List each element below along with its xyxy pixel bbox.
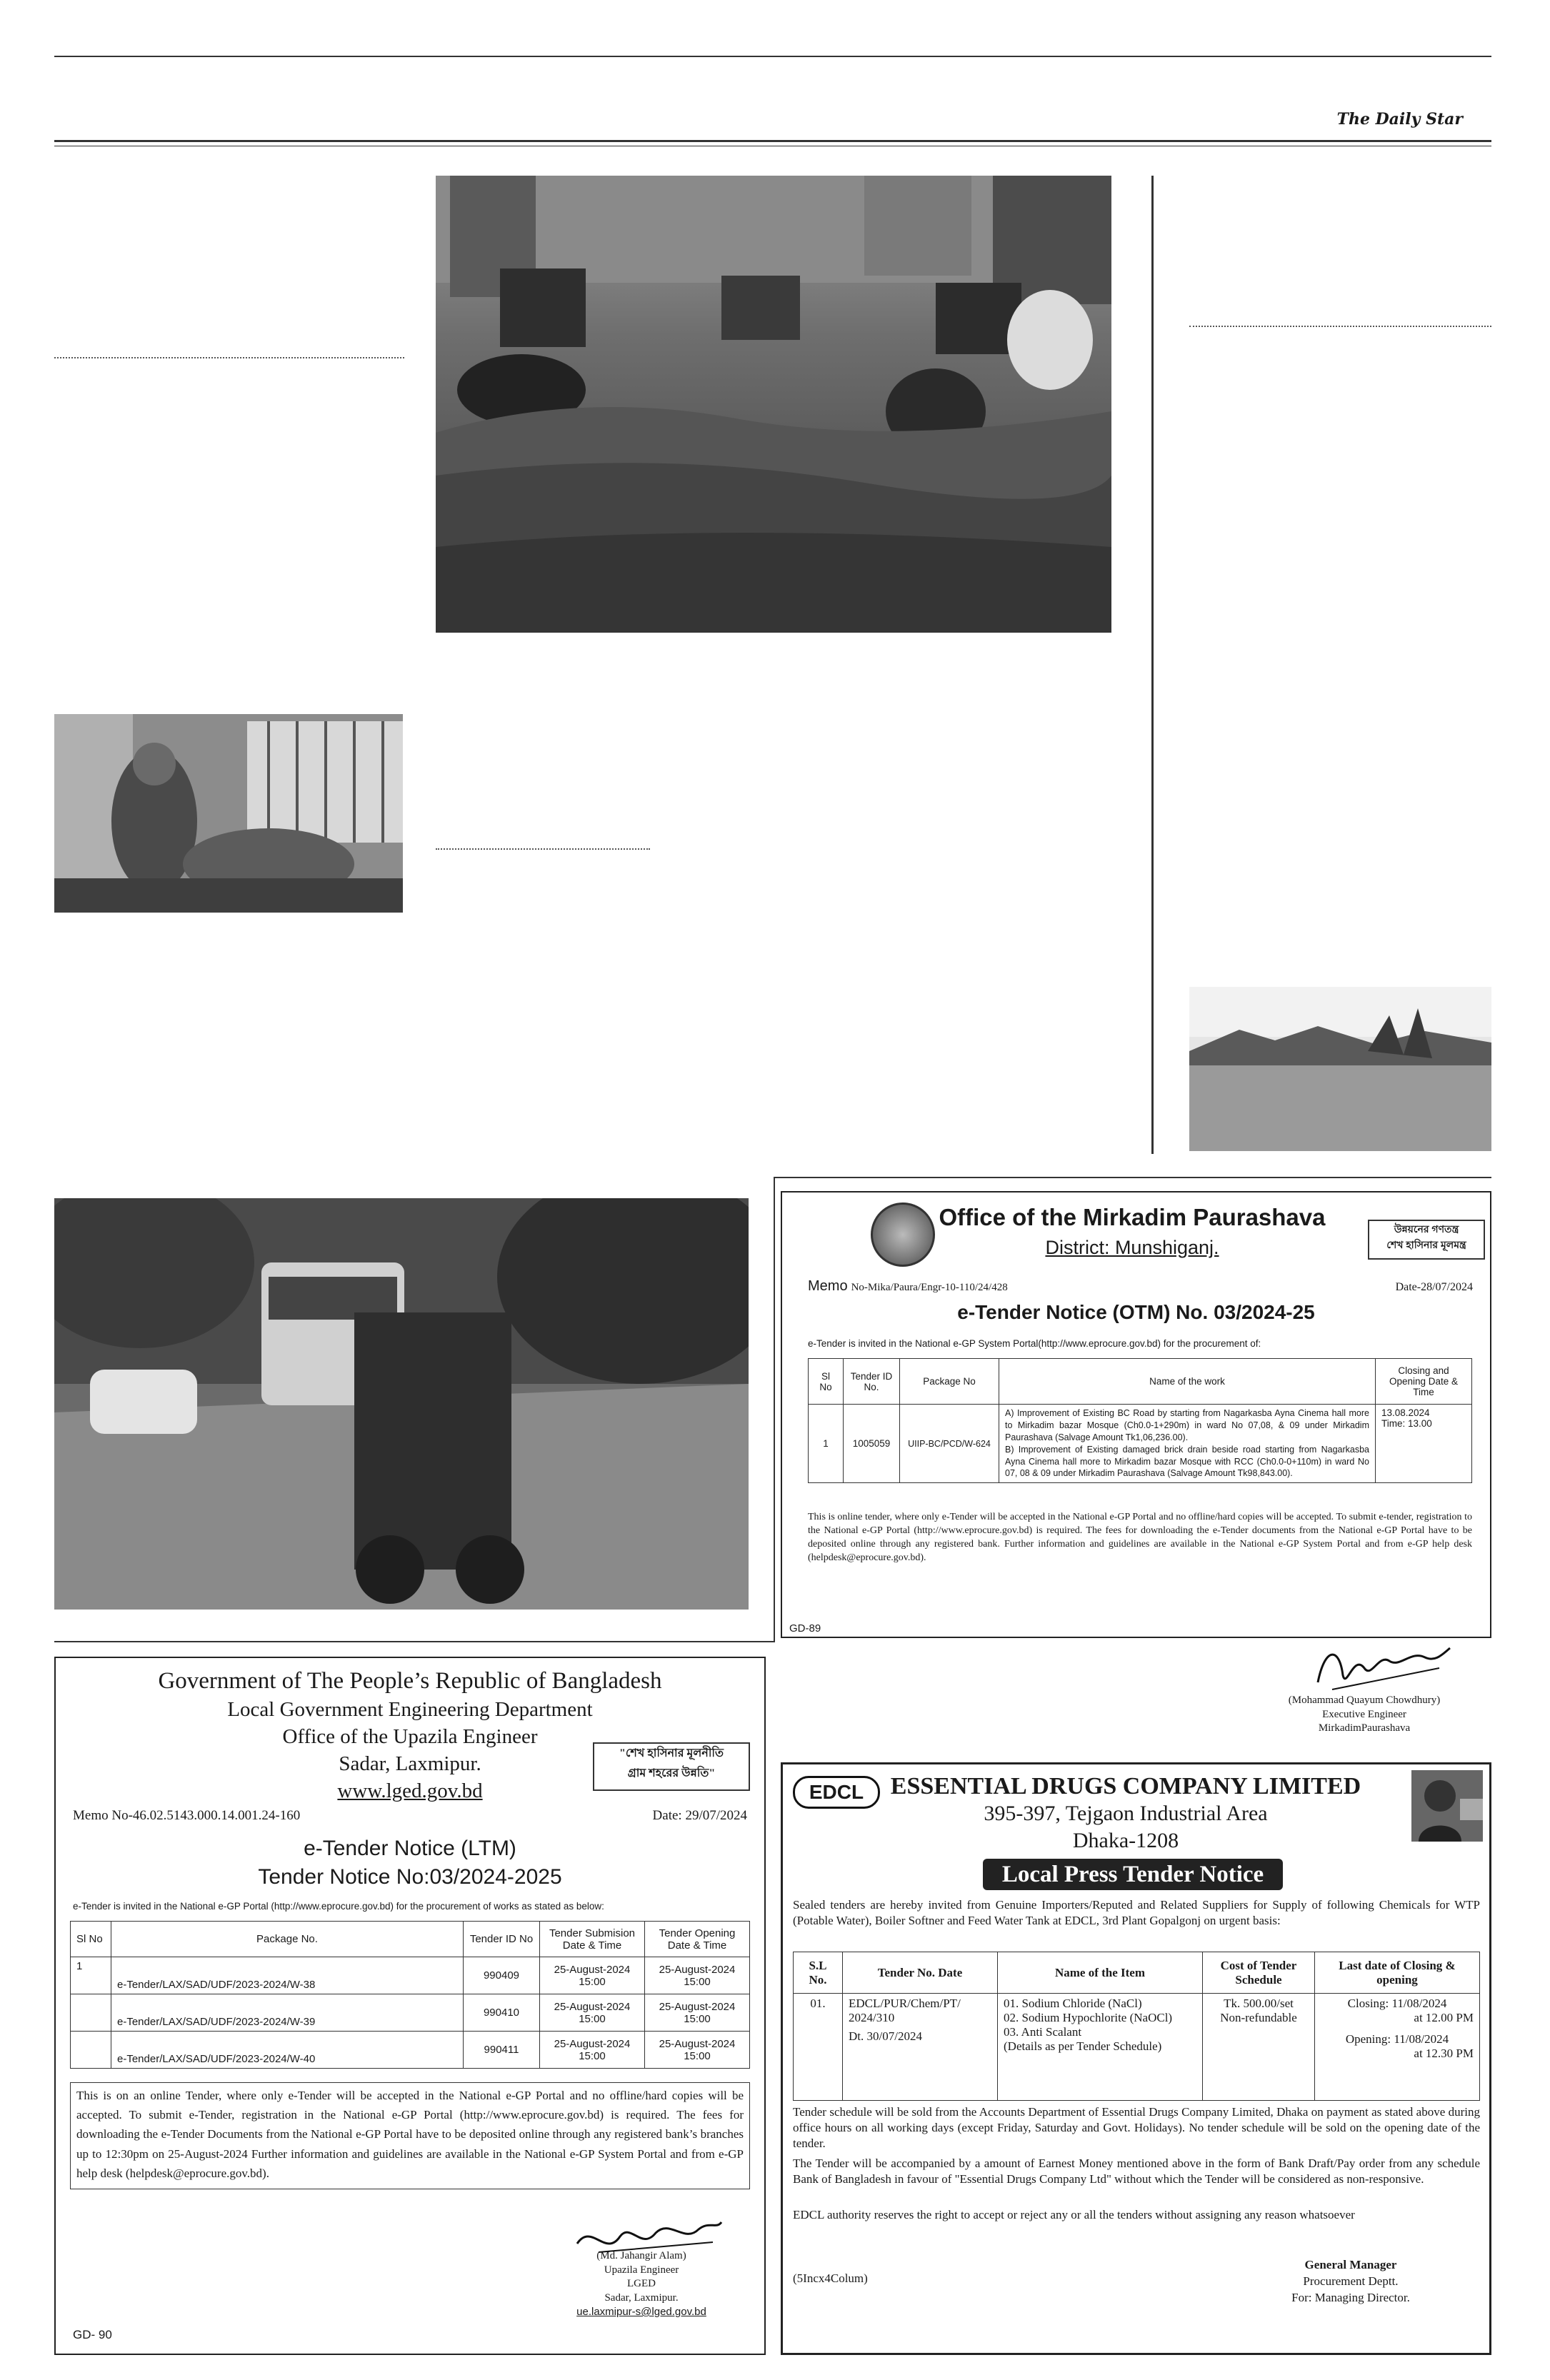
invite-text: e-Tender is invited in the National e-GP System Portal(http://www.eprocure.gov.bd) for the procurement of:	[808, 1338, 1261, 1349]
website-link[interactable]: www.lged.gov.bd	[337, 1779, 483, 1802]
cell-sl: 1	[809, 1405, 844, 1483]
table-header: Tender Submision Date & Time	[540, 1922, 645, 1957]
cell-submission	[540, 2032, 645, 2069]
column-divider	[54, 357, 404, 358]
hospital-patients-photo	[54, 714, 403, 913]
cell-package: e-Tender/LAX/SAD/UDF/2023-2024/W-39	[111, 1994, 464, 2032]
edcl-tender-ad	[781, 1762, 1491, 2355]
signature-image	[1311, 1640, 1454, 1697]
table-header: S.L No.	[794, 1952, 843, 1994]
open-time: 15:00	[684, 2049, 711, 2062]
cost-note: Non-refundable	[1220, 2011, 1297, 2024]
signer-dept: Procurement Deptt.	[1303, 2274, 1399, 2288]
table-row	[71, 2032, 750, 2069]
sub-date: 25-August-2024	[554, 2000, 631, 2013]
cell-opening	[645, 1994, 750, 2032]
signer-title: Upazila Engineer	[604, 2264, 679, 2276]
ad-size: (5Incx4Colum)	[793, 2271, 868, 2285]
gd-number: GD- 90	[73, 2328, 112, 2341]
company-name: ESSENTIAL DRUGS COMPANY LIMITED	[890, 1773, 1361, 1799]
item-1: 01. Sodium Chloride (NaCl)	[1004, 1997, 1142, 2010]
work-b: B) Improvement of Existing damaged brick drain beside road starting from Nagarkasba Ayna Cinema hall more to Mirkadim bazar Mosque with RCC (Ch0.0-0+110m) in ward No 07, 08 & 09 under Mirkadim Paurashava (Salvage Amount Tk98,843.00).	[1005, 1444, 1369, 1479]
sub-time: 15:00	[579, 2012, 606, 2025]
govt-title: Government of The People’s Republic of Bangladesh	[158, 1668, 662, 1694]
company-address-2: Dhaka-1208	[1072, 1829, 1179, 1852]
opening-time: at 12.30 PM	[1414, 2047, 1474, 2060]
cell-closing	[1376, 1405, 1472, 1483]
column-divider	[436, 848, 650, 850]
slogan-line-2: গ্রাম শহরের উন্নতি"	[627, 1767, 716, 1779]
para-3: EDCL authority reserves the right to accept or reject any or all the tenders without assigning any reason whatsoever	[793, 2208, 1355, 2221]
table-header: Sl No	[71, 1922, 111, 1957]
notice-title-2: Tender Notice No:03/2024-2025	[258, 1865, 562, 1889]
cell-tender-no	[843, 1994, 998, 2101]
cell-package: e-Tender/LAX/SAD/UDF/2023-2024/W-40	[111, 2032, 464, 2069]
slogan-box	[593, 1742, 750, 1791]
memo-label: Memo	[808, 1278, 848, 1294]
cell-sl	[71, 1994, 111, 2032]
signer-org: LGED	[627, 2278, 656, 2289]
sub-date: 25-August-2024	[554, 1963, 631, 1976]
sub-time: 15:00	[579, 2049, 606, 2062]
closing-time: at 12.00 PM	[1414, 2011, 1474, 2024]
garbage-street-photo	[436, 176, 1111, 633]
para-2: The Tender will be accompanied by a amount of Earnest Money mentioned above in the form of Bank Draft/Pay order from any schedule Bank of Bangladesh in favour of "Essential Drugs Company Ltd" without which the Tender will be considered as non-responsive.	[793, 2156, 1480, 2186]
sub-time: 15:00	[579, 1975, 606, 1988]
header-rule	[54, 140, 1491, 142]
table-header: Closing and Opening Date & Time	[1376, 1359, 1472, 1405]
cell-package: UIIP-BC/PCD/W-624	[900, 1405, 999, 1483]
mirkadim-tender-table	[808, 1358, 1472, 1483]
notice-title: e-Tender Notice (OTM) No. 03/2024-25	[957, 1301, 1315, 1323]
cell-sl: 01.	[794, 1994, 843, 2101]
tender-no: EDCL/PUR/Chem/PT/ 2024/310	[849, 1997, 961, 2024]
cell-package: e-Tender/LAX/SAD/UDF/2023-2024/W-38	[111, 1957, 464, 1994]
memo-date: Date-28/07/2024	[1395, 1281, 1473, 1293]
mirkadim-signer	[1257, 1694, 1471, 1736]
cell-id: 990409	[464, 1957, 540, 1994]
table-header: Name of the work	[999, 1359, 1376, 1405]
invite-text: e-Tender is invited in the National e-GP Portal (http://www.eprocure.gov.bd) for the procurement of works as stated as below:	[73, 1901, 604, 1912]
item-2: 02. Sodium Hypochlorite (NaOCl)	[1004, 2011, 1173, 2024]
closing-date: 13.08.2024	[1381, 1407, 1430, 1418]
table-header: Last date of Closing & opening	[1315, 1952, 1480, 1994]
notice-title-1: e-Tender Notice (LTM)	[304, 1837, 516, 1860]
slogan-box	[1368, 1220, 1485, 1260]
horizontal-divider	[54, 1641, 774, 1642]
cell-opening	[645, 1957, 750, 1994]
cell-id: 990410	[464, 1994, 540, 2032]
table-header: Sl No	[809, 1359, 844, 1405]
signer-org: MirkadimPaurashava	[1318, 1722, 1411, 1734]
district-line: District: Munshiganj.	[1045, 1237, 1219, 1258]
edcl-tender-table	[793, 1952, 1480, 2101]
cell-opening	[645, 2032, 750, 2069]
dept-title: Local Government Engineering Department	[227, 1698, 593, 1721]
open-time: 15:00	[684, 2012, 711, 2025]
closing: Closing: 11/08/2024	[1347, 1997, 1447, 2010]
table-header: Tender ID No.	[844, 1359, 900, 1405]
table-header: Cost of Tender Schedule	[1203, 1952, 1315, 1994]
slogan-line-2: শেখ হাসিনার মূলমন্ত্র	[1386, 1239, 1466, 1250]
lged-tender-ad	[54, 1657, 766, 2355]
open-time: 15:00	[684, 1975, 711, 1988]
column-divider	[1189, 326, 1491, 327]
flood-water-photo	[1189, 987, 1491, 1151]
table-row	[794, 1994, 1480, 2101]
notice-title: Local Press Tender Notice	[983, 1859, 1283, 1890]
signer-title: General Manager	[1304, 2258, 1397, 2271]
signer-name: (Md. Jahangir Alam)	[596, 2250, 686, 2261]
edcl-logo: EDCL	[793, 1776, 880, 1809]
cost: Tk. 500.00/set	[1224, 1997, 1294, 2010]
vertical-divider	[774, 1177, 775, 1642]
cell-tender-id: 1005059	[844, 1405, 900, 1483]
signer-name: (Mohammad Quayum Chowdhury)	[1288, 1694, 1441, 1706]
cell-items	[998, 1994, 1203, 2101]
office-title: Office of the Upazila Engineer	[282, 1725, 538, 1748]
lged-signer	[527, 2249, 756, 2319]
memo-line	[808, 1278, 1008, 1295]
cell-submission	[540, 1994, 645, 2032]
signer-email[interactable]: ue.laxmipur-s@lged.gov.bd	[576, 2306, 706, 2318]
memo-number: No-Mika/Paura/Engr-10-110/24/428	[851, 1282, 1008, 1293]
portrait-image	[1411, 1770, 1483, 1842]
cell-work	[999, 1405, 1376, 1483]
open-date: 25-August-2024	[659, 2000, 736, 2013]
edcl-signer	[1226, 2257, 1476, 2306]
company-address-1: 395-397, Tejgaon Industrial Area	[984, 1802, 1268, 1825]
footer-text: This is on an online Tender, where only e-Tender will be accepted in the National e-GP Portal and no offline/hard copies will be accepted. To submit e-Tender, registration in the National e-GP Portal (http://www.eprocure.gov.bd) is required. The fees for downloading the e-Tender Documents from the National e-GP Portal have to be deposited online through any registered bank’s branches up to 12:30pm on 25-August-2024 Further information and guidelines are available in the National e-GP System Portal and from e-GP help desk (helpdesk@eprocure.gov.bd).	[70, 2082, 750, 2189]
closing-time: Time: 13.00	[1381, 1418, 1432, 1429]
work-a: A) Improvement of Existing BC Road by starting from Nagarkasba Ayna Cinema hall more to Mirkadim bazar Mosque (Ch0.0-1+290m) in ward No 07,08, & 09 under Mirkadim Paurashava (Salvage Amount Tk1,06,236.00).	[1005, 1408, 1369, 1442]
cell-closing	[1315, 1994, 1480, 2101]
slogan-line-1: উন্নয়নের গণতন্ত্র	[1394, 1223, 1459, 1235]
tractor-road-photo	[54, 1198, 749, 1610]
table-header: Tender No. Date	[843, 1952, 998, 1994]
signer-for: For: Managing Director.	[1291, 2290, 1410, 2304]
item-3: 03. Anti Scalant	[1004, 2025, 1082, 2039]
cell-cost	[1203, 1994, 1315, 2101]
para-1: Tender schedule will be sold from the Accounts Department of Essential Drugs Company Limited, Dhaka on payment as stated above during office hours on all working days (except Friday, Saturday and Govt. Holidays). No tender schedule will be sold on the opening date of the tender.	[793, 2105, 1480, 2151]
office-title: Office of the Mirkadim Paurashava	[939, 1204, 1326, 1230]
table-header: Package No	[900, 1359, 999, 1405]
table-header: Tender ID No	[464, 1922, 540, 1957]
table-header: Package No.	[111, 1922, 464, 1957]
tender-date: Dt. 30/07/2024	[849, 2029, 922, 2043]
masthead-logo: The Daily Star	[1336, 110, 1463, 129]
memo-date: Date: 29/07/2024	[652, 1808, 747, 1823]
memo-line: Memo No-46.02.5143.000.14.001.24-160	[73, 1808, 301, 1823]
mirkadim-tender-ad	[781, 1191, 1491, 1638]
cell-sl: 1	[71, 1957, 111, 1994]
cell-sl	[71, 2032, 111, 2069]
table-header: Tender Opening Date & Time	[645, 1922, 750, 1957]
open-date: 25-August-2024	[659, 2037, 736, 2050]
gd-number: GD-89	[789, 1622, 821, 1635]
lged-tender-table	[70, 1921, 750, 2069]
slogan-line-1: "শেখ হাসিনার মূলনীতি	[619, 1747, 724, 1759]
table-row	[71, 1994, 750, 2032]
open-date: 25-August-2024	[659, 1963, 736, 1976]
horizontal-divider	[775, 1177, 1491, 1178]
footer-text: This is online tender, where only e-Tender will be accepted in the National e-GP Portal and no offline/hard copies will be accepted. To submit e-tender, registration to the National e-GP Portal (http://www.eprocure.gov.bd) is required. The fees for downloading the e-Tender documents from the National e-GP Portal have to be deposited online through any registered bank. Further information and guidelines are available in the National e-GP System Portal and from e-GP help desk (helpdesk@eprocure.gov.bd).	[808, 1512, 1472, 1563]
item-note: (Details as per Tender Schedule)	[1004, 2039, 1162, 2053]
vertical-divider	[1151, 176, 1154, 1154]
table-header: Name of the Item	[998, 1952, 1203, 1994]
cell-id: 990411	[464, 2032, 540, 2069]
location-title: Sadar, Laxmipur.	[339, 1752, 481, 1775]
table-row	[809, 1405, 1472, 1483]
top-rule	[54, 56, 1491, 57]
table-row	[71, 1957, 750, 1994]
signer-place: Sadar, Laxmipur.	[604, 2291, 679, 2304]
cell-submission	[540, 1957, 645, 1994]
sub-date: 25-August-2024	[554, 2037, 631, 2050]
intro-text: Sealed tenders are hereby invited from Genuine Importers/Reputed and Related Suppliers for Supply of following Chemicals for WTP (Potable Water), Boiler Softner and Feed Water Tank at EDCL, 3rd Plant Gopalgonj on urgent basis:	[793, 1898, 1480, 1928]
opening: Opening: 11/08/2024	[1345, 2032, 1449, 2046]
signer-title: Executive Engineer	[1322, 1708, 1406, 1720]
